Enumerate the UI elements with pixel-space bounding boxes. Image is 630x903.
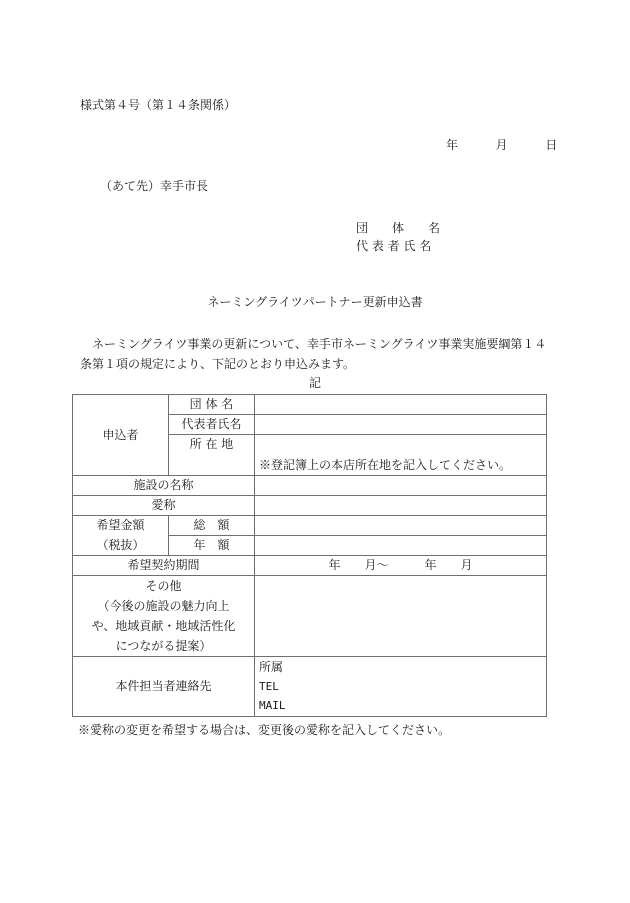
org-name-label: 団 体 名 xyxy=(169,395,255,415)
date-year: 年 xyxy=(446,138,459,152)
application-table xyxy=(72,394,547,717)
facility-name-field[interactable] xyxy=(255,476,547,496)
other-field[interactable] xyxy=(255,576,547,657)
date-line xyxy=(446,137,557,153)
form-number: 様式第４号（第１４条関係） xyxy=(80,98,237,112)
address-label: 所 在 地 xyxy=(169,435,255,476)
date-day: 日 xyxy=(545,138,558,152)
table-row xyxy=(73,395,547,415)
applicant-label: 申込者 xyxy=(73,395,169,476)
addressee: （あて先）幸手市長 xyxy=(100,179,209,193)
table-row xyxy=(73,576,547,657)
table-row xyxy=(73,516,547,536)
annual-amount-field[interactable] xyxy=(255,536,547,556)
representative-label: 代表者氏名 xyxy=(169,415,255,435)
applicant-block xyxy=(356,219,440,255)
representative-field[interactable] xyxy=(255,415,547,435)
contact-mail: MAIL xyxy=(259,699,286,712)
table-row xyxy=(73,556,547,576)
org-name-field[interactable] xyxy=(255,395,547,415)
document-title: ネーミングライツパートナー更新申込書 xyxy=(207,295,423,309)
address-field[interactable] xyxy=(255,435,547,476)
nickname-label: 愛称 xyxy=(73,496,255,516)
representative-label: 代 表 者 氏 名 xyxy=(356,239,432,253)
nickname-field[interactable] xyxy=(255,496,547,516)
contact-label: 本件担当者連絡先 xyxy=(73,657,255,717)
facility-name-label: 施設の名称 xyxy=(73,476,255,496)
period-field[interactable]: 年 月～ 年 月 xyxy=(255,556,547,576)
org-name-label: 団 体 名 xyxy=(356,221,441,235)
contact-field[interactable] xyxy=(255,657,547,717)
other-label: その他 （今後の施設の魅力向上 や、地域貢献・地域活性化 につながる提案） xyxy=(73,576,255,657)
address-note: ※登記簿上の本店所在地を記入してください。 xyxy=(259,458,512,472)
table-row xyxy=(73,476,547,496)
ki-heading: 記 xyxy=(308,376,321,390)
amount-label-line1: 希望金額 xyxy=(73,516,169,536)
amount-label-line2: （税抜） xyxy=(73,536,169,556)
body-text: ネーミングライツ事業の更新について、幸手市ネーミングライツ事業実施要綱第１４条第１項の規定により、下記のとおり申込みます。 xyxy=(80,337,547,371)
contact-tel: TEL xyxy=(259,680,279,693)
footnote: ※愛称の変更を希望する場合は、変更後の愛称を記入してください。 xyxy=(78,723,451,737)
table-row xyxy=(73,496,547,516)
period-label: 希望契約期間 xyxy=(73,556,255,576)
total-amount-field[interactable] xyxy=(255,516,547,536)
contact-affiliation: 所属 xyxy=(259,660,284,674)
date-month: 月 xyxy=(495,138,508,152)
table-row xyxy=(73,657,547,717)
total-amount-label: 総 額 xyxy=(169,516,255,536)
annual-amount-label: 年 額 xyxy=(169,536,255,556)
table-row xyxy=(73,536,547,556)
